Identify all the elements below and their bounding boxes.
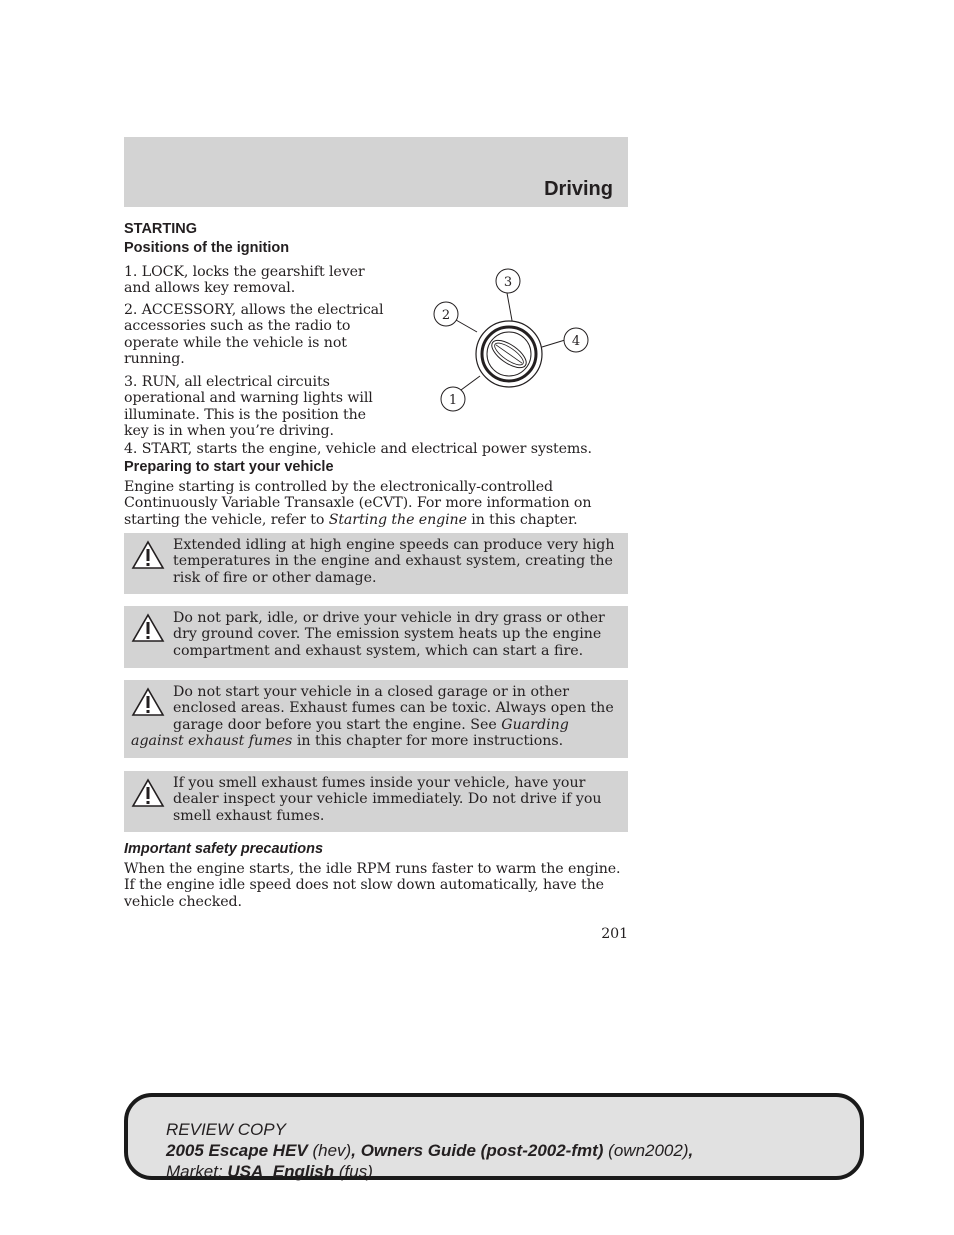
warning-box-exhaust-smell xyxy=(124,771,628,832)
warning-garage-reference: Guarding against exhaust fumes xyxy=(131,716,569,750)
warning-box-idling xyxy=(124,533,628,594)
callout-label-3: 3 xyxy=(503,275,513,290)
warning-text-idling: Extended idling at high engine speeds can produce very high temperatures in the engine and exhaust system, creating the risk of fire or other damage. xyxy=(173,537,615,586)
leader-line-4 xyxy=(542,340,565,347)
section-header-band xyxy=(124,137,628,207)
ignition-item-run: 3. RUN, all electrical circuits operational and warning lights will illuminate. This is the position the key is in when you’re driving. xyxy=(124,374,373,440)
warning-triangle-icon xyxy=(131,613,165,643)
warning-box-closed-garage xyxy=(124,680,628,758)
callout-label-4: 4 xyxy=(571,334,581,349)
callout-label-1: 1 xyxy=(448,393,458,408)
preparing-paragraph xyxy=(124,479,628,528)
warning-triangle-icon xyxy=(131,778,165,808)
footer-text-block xyxy=(166,1119,693,1182)
warning-text-garage-end: in this chapter for more instructions. xyxy=(292,733,564,750)
ignition-diagram xyxy=(425,262,600,417)
warning-box-dry-grass xyxy=(124,606,628,668)
precautions-paragraph: When the engine starts, the idle RPM runs faster to warm the engine. If the engine idle speed does not slow down automatically, have the vehicle checked. xyxy=(124,861,621,910)
leader-line-1 xyxy=(461,376,480,390)
preparing-text-end: in this chapter. xyxy=(466,511,578,528)
warning-text-closed-garage xyxy=(131,684,622,750)
preparing-heading: Preparing to start your vehicle xyxy=(124,459,334,475)
ignition-positions-heading: Positions of the ignition xyxy=(124,240,290,256)
warning-triangle-icon xyxy=(131,687,165,717)
warning-text-exhaust-smell: If you smell exhaust fumes inside your vehicle, have your dealer inspect your vehicle immediately. Do not drive if you smell exhaust fumes. xyxy=(173,775,602,824)
starting-heading: STARTING xyxy=(124,221,198,237)
warning-text-garage-start: Do not start your vehicle in a closed garage or in other enclosed areas. Exhaust fumes can be toxic. Always open the garage door before you start the engine. See xyxy=(173,684,614,733)
footer-market-code: (fus) xyxy=(334,1162,373,1181)
review-copy-label: REVIEW COPY xyxy=(166,1120,286,1139)
callout-label-2: 2 xyxy=(441,308,451,323)
page-number: 201 xyxy=(601,926,628,942)
ignition-item-lock: 1. LOCK, locks the gearshift lever and allows key removal. xyxy=(124,264,365,297)
footer-model-code: (hev) xyxy=(307,1141,352,1160)
footer-separator: , xyxy=(351,1141,361,1160)
precautions-heading: Important safety precautions xyxy=(124,841,324,857)
warning-text-dry-grass: Do not park, idle, or drive your vehicle in dry grass or other dry ground cover. The emission system heats up the engine compartment and exhaust system, which can start a fire. xyxy=(173,610,605,659)
footer-separator: , xyxy=(688,1141,694,1160)
preparing-reference: Starting the engine xyxy=(328,511,467,528)
footer-market: USA_English xyxy=(227,1162,335,1181)
footer-guide-code: (own2002) xyxy=(603,1141,689,1160)
footer-market-line xyxy=(166,1161,693,1182)
ignition-item-start: 4. START, starts the engine, vehicle and electrical power systems. xyxy=(124,441,592,457)
section-title: Driving xyxy=(544,178,613,200)
review-copy-footer xyxy=(124,1093,864,1180)
leader-line-2 xyxy=(456,320,477,332)
preparing-text: Engine starting is controlled by the electronically-controlled Continuously Variable Transaxle (eCVT). For more information on starting the vehicle, refer to xyxy=(124,479,592,528)
footer-guide: Owners Guide (post-2002-fmt) xyxy=(360,1141,604,1160)
warning-triangle-icon xyxy=(131,540,165,570)
footer-model-line xyxy=(166,1140,693,1161)
ignition-item-accessory: 2. ACCESSORY, allows the electrical accessories such as the radio to operate while the vehicle is not running. xyxy=(124,302,384,368)
footer-market-label: Market: xyxy=(166,1162,228,1181)
footer-model: 2005 Escape HEV xyxy=(166,1141,308,1160)
